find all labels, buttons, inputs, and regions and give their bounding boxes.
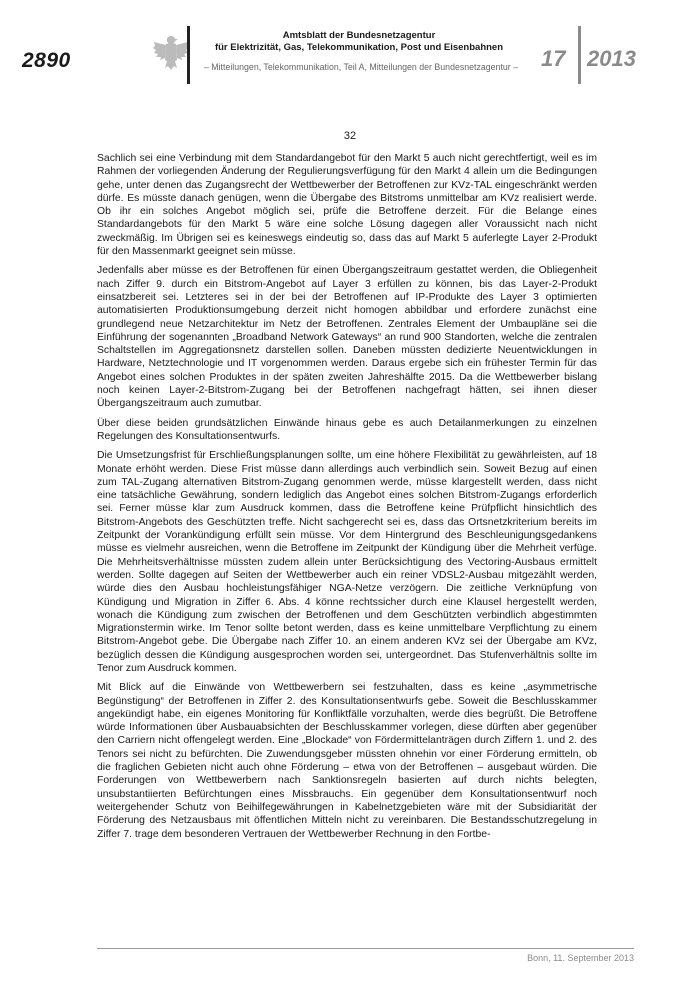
paragraph: Die Umsetzungsfrist für Erschließungsplanungen sollte, um eine höhere Flexibilität zu gewährleisten, auf 18 Monate erhöht werden. Diese Frist müsse dann allerdings auch verbindlich sein. Soweit Bezug auf einen zum TAL-Zugang alternativen Bitstrom-Zugang genommen werde, müsse klargestellt werden, dass nicht eine tatsächliche Gewährung, sondern lediglich das Angebot eines solchen Bitstrom-Zugangs erforderlich sei. Ferner müsse klar zum Ausdruck kommen, dass die Betroffene keine Prüfpflicht hinsichtlich des Bitstrom-Angebots des Geschützten treffe. Nicht sachgerecht sei es, dass das Ortsnetzkriterium bereits im Zeitpunkt der Vorankündigung erfüllt sein müsse. Vor dem Hintergrund des Beschleunigungsgedankens müsse es vielmehr ausreichen, wenn die Betroffene im Zeitpunkt der Kündigung über die Mehrheit verfüge. Die Mehrheitsverhältnisse müssten zudem allein unter Berücksichtigung des Vectoring-Ausbaus ermittelt werden. Sollte dagegen auf Seiten der Wettbewerber auch ein reiner VDSL2-Ausbau mitgezählt werden, würde dies den Ausbau hochleistungsfähiger NGA-Netze verzögern. Die zeitliche Verknüpfung von Kündigung und Migration in Ziffer 6. Abs. 4 könne rechtssicher durch eine Klausel hergestellt werden, wonach die Kündigung zum zwischen der Betroffenen und dem Geschützten verbindlich abgestimmten Migrationstermin wirke. Im Tenor sollte betont werden, dass es keine unmittelbare Verpflichtung zu einem Bitstrom-Angebot gebe. Die Übergabe nach Ziffer 10. an einem anderen KVz sei der Übergabe am KVz, bezüglich dessen die Kündigung ausgesprochen worden sei, untergeordnet. Das Stufenverhältnis sollte im Tenor zum Ausdruck kommen. (97, 450, 597, 674)
paragraph: Sachlich sei eine Verbindung mit dem Standardangebot für den Markt 5 auch nicht gerechtfertigt, weil es im Rahmen der vorliegenden Änderung der Regulierungsverfügung für den Markt 4 allein um die Bedingungen gehe, unter denen das Zugangsrecht der Wettbewerber der Betroffenen zur KVz-TAL eingeschränkt werden dürfe. Es müsste danach genügen, wenn die Übergabe des Bitstroms unmittelbar am KVz realisiert werde. Ob ihr ein solches Angebot möglich sei, prüfe die Betroffene derzeit. Für die Belange eines Standardangebots für den Markt 5 wäre eine solche Lösung dagegen aller Voraussicht nach nicht zweckmäßig. Im Übrigen sei es keineswegs eindeutig so, dass das auf Markt 5 auferlegte Layer 2-Produkt für den Massenmarkt geeignet sein müsse. (97, 153, 597, 258)
footer-date: Bonn, 11. September 2013 (527, 953, 634, 963)
federal-eagle-icon (153, 33, 189, 73)
section-number: 32 (343, 130, 357, 142)
issue-number: 17 (541, 46, 566, 71)
issue-year: 2013 (587, 46, 636, 71)
paragraph: Über diese beiden grundsätzlichen Einwände hinaus gebe es auch Detailanmerkungen zu einzelnen Regelungen des Konsultationsentwurfs. (97, 417, 597, 442)
footer-rule (97, 948, 634, 949)
body-text (97, 152, 597, 847)
page-number: 2890 (22, 49, 71, 72)
publication-subtitle: – Mitteilungen, Telekommunikation, Teil A, Mitteilungen der Bundesnetzagentur – (203, 62, 519, 72)
publisher-line-1: Amtsblatt der Bundesnetzagentur (282, 30, 436, 41)
paragraph: Jedenfalls aber müsse es der Betroffenen für einen Übergangszeitraum gestattet werden, die Obliegenheit nach Ziffer 9. durch ein Bitstrom-Angebot auf Layer 3 erfüllen zu können, bis das Layer-2-Produkt einsatzbereit sei. Letzteres sei in der bei der Betroffenen auf IP-Produkte des Layer 3 optimierten automatisierten Produktionsumgebung derzeit nicht homogen abbildbar und erfordere zunächst eine grundlegend neue Netzarchitektur im Netz der Betroffenen. Zentrales Element der Umbaupläne sei die Einführung der sogenannten „Broadband Network Gateways“ an rund 900 Standorten, welche die zentralen Schaltstellen im Aggregationsnetz darstellen sollen. Daneben müssten dedizierte Neuentwicklungen in Hardware, Netztechnologie und IT vorgenommen werden. Daraus ergebe sich ein frühester Termin für das Angebot eines solchen Produktes in der späten zweiten Jahreshälfte 2015. Da die Wettbewerber bislang noch keinen Layer-2-Bitstrom-Zugang bei der Betroffenen nachgefragt hätten, sei ihnen dieser Übergangszeitraum auch zumutbar. (97, 265, 597, 410)
header-divider (187, 26, 190, 84)
publisher-title (196, 30, 522, 54)
publisher-line-2: für Elektrizität, Gas, Telekommunikation, Post und Eisenbahnen (214, 42, 504, 53)
paragraph: Mit Blick auf die Einwände von Wettbewerbern sei festzuhalten, dass es keine „asymmetrische Begünstigung“ der Betroffenen in Ziffer 2. des Konsultationsentwurfs gebe. Soweit die Beschlusskammer angekündigt habe, ein eigenes Monitoring für Konfliktfälle vorzuhalten, werde dies begrüßt. Die Betroffene würde Informationen über Ausbauabsichten der Beschlusskammer vorlegen, diese dürften aber gegenüber den Carriern nicht offengelegt werden. Eine „Blockade“ von Fördermittelanträgen durch Ziffern 1. und 2. des Tenors sei nicht zu befürchten. Die Zuwendungsgeber müssten ohnehin vor einer Förderung ermitteln, ob die fraglichen Gebieten nicht auch ohne Förderung – etwa von der Betroffenen – ausgebaut würden. Die Forderungen von Wettbewerbern nach Sanktionsregeln basierten auf durch nichts belegten, unsubstantiierten Befürchtungen eines Missbrauchs. Ein gegenüber dem Konsultationsentwurf noch weitergehender Schutz von Beihilfegewährungen in Kabelnetzgebieten wäre mit der Subsidiarität der Förderung des Netzausbaus mit öffentlichen Mitteln nicht zu vereinbaren. Die Bestandsschutzregelung in Ziffer 7. trage dem besonderen Vertrauen der Wettbewerber Rechnung in den Fortbe- (97, 682, 597, 840)
issue-divider (578, 26, 581, 84)
